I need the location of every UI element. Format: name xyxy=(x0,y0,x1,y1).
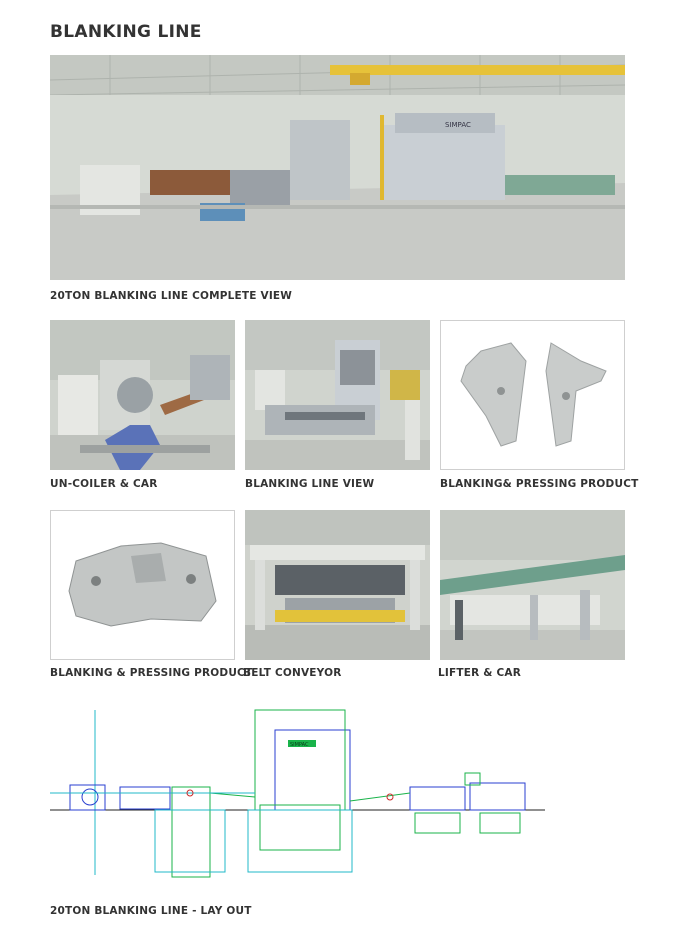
belt-conveyor-photo xyxy=(245,510,430,660)
line-view-photo xyxy=(245,320,430,470)
uncoiler-photo xyxy=(50,320,235,470)
complete-view-photo xyxy=(50,55,625,280)
caption-uncoiler: UN-COILER & CAR xyxy=(50,478,158,490)
product-2-photo xyxy=(50,510,235,660)
caption-product-2: BLANKING & PRESSING PRODUCT xyxy=(50,667,253,679)
caption-belt-conveyor: BELT CONVEYOR xyxy=(243,667,342,679)
caption-line-view: BLANKING LINE VIEW xyxy=(245,478,375,490)
caption-complete-view: 20TON BLANKING LINE COMPLETE VIEW xyxy=(50,290,293,302)
lifter-car-photo xyxy=(440,510,625,660)
caption-layout: 20TON BLANKING LINE - LAY OUT xyxy=(50,905,252,917)
product-1-photo xyxy=(440,320,625,470)
caption-lifter-car: LIFTER & CAR xyxy=(438,667,521,679)
press-brand-label: SIMPAC xyxy=(445,121,471,129)
layout-drawing xyxy=(50,705,545,885)
layout-brand-label: SIMPAC xyxy=(290,742,309,748)
caption-product-1: BLANKING& PRESSING PRODUCT xyxy=(440,478,639,490)
page-title: BLANKING LINE xyxy=(50,22,202,42)
